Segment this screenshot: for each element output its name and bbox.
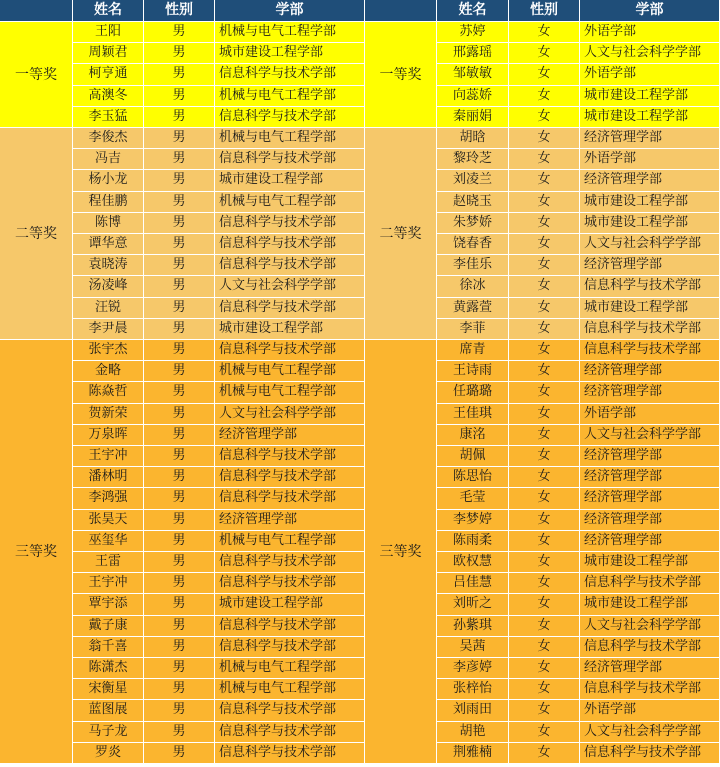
- right-dept-cell: 城市建设工程学部: [580, 298, 720, 319]
- right-gender-cell: 女: [509, 43, 580, 64]
- left-gender-cell: 男: [144, 446, 215, 467]
- right-dept-cell: 信息科学与技术学部: [580, 276, 720, 297]
- right-name-cell: 刘凌兰: [437, 170, 509, 191]
- right-name-cell: 邹敏敏: [437, 64, 509, 85]
- left-gender-cell: 男: [144, 86, 215, 107]
- left-gender-cell: 男: [144, 488, 215, 509]
- left-name-cell: 李鸿强: [73, 488, 144, 509]
- right-name-cell: 邢露瑶: [437, 43, 509, 64]
- right-name-cell: 徐冰: [437, 276, 509, 297]
- left-header-gender: 性别: [144, 0, 215, 22]
- right-gender-cell: 女: [509, 467, 580, 488]
- right-prize-t1: 一等奖: [365, 22, 437, 128]
- left-gender-cell: 男: [144, 594, 215, 615]
- left-gender-cell: 男: [144, 404, 215, 425]
- left-dept-cell: 信息科学与技术学部: [215, 149, 365, 170]
- right-name-cell: 康洺: [437, 425, 509, 446]
- right-dept-cell: 经济管理学部: [580, 170, 720, 191]
- left-name-cell: 高澳冬: [73, 86, 144, 107]
- right-header-name: 姓名: [437, 0, 509, 22]
- left-gender-cell: 男: [144, 658, 215, 679]
- right-name-cell: 席青: [437, 340, 509, 361]
- left-dept-cell: 信息科学与技术学部: [215, 616, 365, 637]
- right-gender-cell: 女: [509, 192, 580, 213]
- right-dept-cell: 城市建设工程学部: [580, 594, 720, 615]
- right-dept-cell: 经济管理学部: [580, 255, 720, 276]
- left-name-cell: 金略: [73, 361, 144, 382]
- right-gender-cell: 女: [509, 276, 580, 297]
- right-gender-cell: 女: [509, 722, 580, 743]
- right-name-cell: 任璐璐: [437, 382, 509, 403]
- left-dept-cell: 机械与电气工程学部: [215, 192, 365, 213]
- left-name-cell: 汪锐: [73, 298, 144, 319]
- right-header-dept: 学部: [580, 0, 720, 22]
- right-dept-cell: 信息科学与技术学部: [580, 319, 720, 340]
- right-gender-cell: 女: [509, 446, 580, 467]
- right-gender-cell: 女: [509, 86, 580, 107]
- left-dept-cell: 信息科学与技术学部: [215, 255, 365, 276]
- left-gender-cell: 男: [144, 213, 215, 234]
- left-gender-cell: 男: [144, 192, 215, 213]
- right-gender-cell: 女: [509, 573, 580, 594]
- left-gender-cell: 男: [144, 170, 215, 191]
- left-header-dept: 学部: [215, 0, 365, 22]
- left-dept-cell: 机械与电气工程学部: [215, 22, 365, 43]
- left-dept-cell: 机械与电气工程学部: [215, 658, 365, 679]
- right-header-prize: [365, 0, 437, 22]
- right-name-cell: 黄露萱: [437, 298, 509, 319]
- right-name-cell: 刘昕之: [437, 594, 509, 615]
- right-gender-cell: 女: [509, 700, 580, 721]
- left-name-cell: 袁晓涛: [73, 255, 144, 276]
- right-dept-cell: 经济管理学部: [580, 531, 720, 552]
- left-name-cell: 万泉晖: [73, 425, 144, 446]
- right-prize-t2: 二等奖: [365, 128, 437, 340]
- left-dept-cell: 信息科学与技术学部: [215, 552, 365, 573]
- left-header-name: 姓名: [73, 0, 144, 22]
- left-gender-cell: 男: [144, 361, 215, 382]
- right-gender-cell: 女: [509, 510, 580, 531]
- right-dept-cell: 城市建设工程学部: [580, 86, 720, 107]
- right-dept-cell: 信息科学与技术学部: [580, 573, 720, 594]
- right-gender-cell: 女: [509, 658, 580, 679]
- left-dept-cell: 机械与电气工程学部: [215, 382, 365, 403]
- right-name-cell: 李梦婷: [437, 510, 509, 531]
- right-header-gender: 性别: [509, 0, 580, 22]
- right-name-cell: 胡佩: [437, 446, 509, 467]
- left-name-cell: 王阳: [73, 22, 144, 43]
- right-name-cell: 荆雅楠: [437, 743, 509, 764]
- right-gender-cell: 女: [509, 594, 580, 615]
- left-name-cell: 陈焱哲: [73, 382, 144, 403]
- left-gender-cell: 男: [144, 679, 215, 700]
- right-dept-cell: 信息科学与技术学部: [580, 637, 720, 658]
- right-gender-cell: 女: [509, 743, 580, 764]
- left-name-cell: 李尹晨: [73, 319, 144, 340]
- right-dept-cell: 信息科学与技术学部: [580, 743, 720, 764]
- left-dept-cell: 信息科学与技术学部: [215, 298, 365, 319]
- right-prize-t3: 三等奖: [365, 340, 437, 764]
- right-dept-cell: 经济管理学部: [580, 510, 720, 531]
- right-gender-cell: 女: [509, 340, 580, 361]
- right-dept-cell: 经济管理学部: [580, 128, 720, 149]
- right-name-cell: 李彦婷: [437, 658, 509, 679]
- right-name-cell: 刘雨田: [437, 700, 509, 721]
- left-dept-cell: 信息科学与技术学部: [215, 637, 365, 658]
- left-gender-cell: 男: [144, 743, 215, 764]
- right-dept-cell: 人文与社会科学学部: [580, 43, 720, 64]
- left-gender-cell: 男: [144, 234, 215, 255]
- left-name-cell: 陈潇杰: [73, 658, 144, 679]
- left-gender-cell: 男: [144, 298, 215, 319]
- left-dept-cell: 信息科学与技术学部: [215, 234, 365, 255]
- left-dept-cell: 信息科学与技术学部: [215, 446, 365, 467]
- left-gender-cell: 男: [144, 276, 215, 297]
- right-dept-cell: 人文与社会科学学部: [580, 425, 720, 446]
- right-name-cell: 秦丽娟: [437, 107, 509, 128]
- right-dept-cell: 城市建设工程学部: [580, 107, 720, 128]
- left-dept-cell: 信息科学与技术学部: [215, 107, 365, 128]
- left-name-cell: 潘林明: [73, 467, 144, 488]
- right-gender-cell: 女: [509, 107, 580, 128]
- left-prize-t2: 二等奖: [0, 128, 73, 340]
- right-dept-cell: 外语学部: [580, 149, 720, 170]
- left-dept-cell: 信息科学与技术学部: [215, 573, 365, 594]
- right-dept-cell: 信息科学与技术学部: [580, 340, 720, 361]
- left-name-cell: 戴子康: [73, 616, 144, 637]
- right-name-cell: 朱梦娇: [437, 213, 509, 234]
- left-dept-cell: 信息科学与技术学部: [215, 340, 365, 361]
- right-gender-cell: 女: [509, 298, 580, 319]
- left-header-prize: [0, 0, 73, 22]
- left-name-cell: 张昊天: [73, 510, 144, 531]
- left-dept-cell: 机械与电气工程学部: [215, 679, 365, 700]
- left-dept-cell: 机械与电气工程学部: [215, 531, 365, 552]
- right-name-cell: 王佳琪: [437, 404, 509, 425]
- left-name-cell: 宋衡星: [73, 679, 144, 700]
- left-name-cell: 汤凌峰: [73, 276, 144, 297]
- right-name-cell: 饶春香: [437, 234, 509, 255]
- right-dept-cell: 经济管理学部: [580, 658, 720, 679]
- left-name-cell: 程佳鹏: [73, 192, 144, 213]
- left-name-cell: 陈博: [73, 213, 144, 234]
- left-gender-cell: 男: [144, 64, 215, 85]
- right-gender-cell: 女: [509, 425, 580, 446]
- left-gender-cell: 男: [144, 22, 215, 43]
- left-prize-t1: 一等奖: [0, 22, 73, 128]
- left-dept-cell: 城市建设工程学部: [215, 319, 365, 340]
- right-name-cell: 陈思怡: [437, 467, 509, 488]
- left-gender-cell: 男: [144, 510, 215, 531]
- left-name-cell: 王雷: [73, 552, 144, 573]
- left-gender-cell: 男: [144, 722, 215, 743]
- left-gender-cell: 男: [144, 128, 215, 149]
- right-gender-cell: 女: [509, 64, 580, 85]
- left-dept-cell: 人文与社会科学学部: [215, 276, 365, 297]
- left-dept-cell: 信息科学与技术学部: [215, 722, 365, 743]
- right-dept-cell: 经济管理学部: [580, 467, 720, 488]
- right-dept-cell: 人文与社会科学学部: [580, 616, 720, 637]
- right-name-cell: 胡晗: [437, 128, 509, 149]
- right-name-cell: 王诗雨: [437, 361, 509, 382]
- right-name-cell: 黎玲芝: [437, 149, 509, 170]
- right-dept-cell: 城市建设工程学部: [580, 213, 720, 234]
- left-name-cell: 柯亨通: [73, 64, 144, 85]
- left-dept-cell: 经济管理学部: [215, 425, 365, 446]
- left-gender-cell: 男: [144, 467, 215, 488]
- left-name-cell: 冯吉: [73, 149, 144, 170]
- right-name-cell: 向蕊娇: [437, 86, 509, 107]
- left-name-cell: 蓝图展: [73, 700, 144, 721]
- right-gender-cell: 女: [509, 404, 580, 425]
- left-prize-t3: 三等奖: [0, 340, 73, 764]
- right-gender-cell: 女: [509, 149, 580, 170]
- left-gender-cell: 男: [144, 700, 215, 721]
- left-name-cell: 罗炎: [73, 743, 144, 764]
- left-dept-cell: 信息科学与技术学部: [215, 213, 365, 234]
- left-name-cell: 覃宇添: [73, 594, 144, 615]
- right-dept-cell: 人文与社会科学学部: [580, 234, 720, 255]
- left-gender-cell: 男: [144, 107, 215, 128]
- left-dept-cell: 城市建设工程学部: [215, 170, 365, 191]
- right-dept-cell: 经济管理学部: [580, 361, 720, 382]
- right-dept-cell: 外语学部: [580, 404, 720, 425]
- left-dept-cell: 机械与电气工程学部: [215, 128, 365, 149]
- left-name-cell: 翁千喜: [73, 637, 144, 658]
- left-dept-cell: 信息科学与技术学部: [215, 700, 365, 721]
- left-gender-cell: 男: [144, 637, 215, 658]
- left-name-cell: 周颖君: [73, 43, 144, 64]
- right-name-cell: 孙紫琪: [437, 616, 509, 637]
- left-name-cell: 谭华意: [73, 234, 144, 255]
- right-name-cell: 李佳乐: [437, 255, 509, 276]
- left-dept-cell: 人文与社会科学学部: [215, 404, 365, 425]
- left-name-cell: 贺新荣: [73, 404, 144, 425]
- left-dept-cell: 城市建设工程学部: [215, 43, 365, 64]
- left-gender-cell: 男: [144, 531, 215, 552]
- right-dept-cell: 城市建设工程学部: [580, 192, 720, 213]
- right-dept-cell: 外语学部: [580, 700, 720, 721]
- left-dept-cell: 机械与电气工程学部: [215, 361, 365, 382]
- right-name-cell: 苏婷: [437, 22, 509, 43]
- right-gender-cell: 女: [509, 234, 580, 255]
- left-name-cell: 杨小龙: [73, 170, 144, 191]
- left-dept-cell: 信息科学与技术学部: [215, 743, 365, 764]
- right-dept-cell: 城市建设工程学部: [580, 552, 720, 573]
- right-name-cell: 胡艳: [437, 722, 509, 743]
- left-gender-cell: 男: [144, 382, 215, 403]
- right-dept-cell: 信息科学与技术学部: [580, 679, 720, 700]
- right-gender-cell: 女: [509, 637, 580, 658]
- left-dept-cell: 经济管理学部: [215, 510, 365, 531]
- right-gender-cell: 女: [509, 128, 580, 149]
- right-gender-cell: 女: [509, 255, 580, 276]
- right-dept-cell: 外语学部: [580, 64, 720, 85]
- left-gender-cell: 男: [144, 340, 215, 361]
- left-gender-cell: 男: [144, 616, 215, 637]
- right-name-cell: 吕佳慧: [437, 573, 509, 594]
- right-gender-cell: 女: [509, 616, 580, 637]
- right-name-cell: 陈雨柔: [437, 531, 509, 552]
- right-dept-cell: 外语学部: [580, 22, 720, 43]
- right-name-cell: 毛莹: [437, 488, 509, 509]
- left-name-cell: 李俊杰: [73, 128, 144, 149]
- right-name-cell: 赵晓玉: [437, 192, 509, 213]
- right-gender-cell: 女: [509, 319, 580, 340]
- right-gender-cell: 女: [509, 531, 580, 552]
- left-gender-cell: 男: [144, 573, 215, 594]
- left-name-cell: 李玉猛: [73, 107, 144, 128]
- right-gender-cell: 女: [509, 679, 580, 700]
- left-gender-cell: 男: [144, 552, 215, 573]
- left-name-cell: 王宇冲: [73, 446, 144, 467]
- right-name-cell: 欧权慧: [437, 552, 509, 573]
- right-gender-cell: 女: [509, 488, 580, 509]
- left-dept-cell: 机械与电气工程学部: [215, 86, 365, 107]
- right-dept-cell: 人文与社会科学学部: [580, 722, 720, 743]
- right-gender-cell: 女: [509, 361, 580, 382]
- left-gender-cell: 男: [144, 43, 215, 64]
- left-name-cell: 马子龙: [73, 722, 144, 743]
- right-dept-cell: 经济管理学部: [580, 382, 720, 403]
- left-gender-cell: 男: [144, 255, 215, 276]
- left-gender-cell: 男: [144, 425, 215, 446]
- right-name-cell: 吴茜: [437, 637, 509, 658]
- left-name-cell: 张宇杰: [73, 340, 144, 361]
- right-gender-cell: 女: [509, 213, 580, 234]
- right-dept-cell: 经济管理学部: [580, 446, 720, 467]
- right-name-cell: 李菲: [437, 319, 509, 340]
- left-gender-cell: 男: [144, 149, 215, 170]
- right-gender-cell: 女: [509, 552, 580, 573]
- right-name-cell: 张梓怡: [437, 679, 509, 700]
- right-gender-cell: 女: [509, 22, 580, 43]
- left-name-cell: 巫玺华: [73, 531, 144, 552]
- left-name-cell: 王宇冲: [73, 573, 144, 594]
- left-dept-cell: 信息科学与技术学部: [215, 488, 365, 509]
- right-gender-cell: 女: [509, 382, 580, 403]
- right-gender-cell: 女: [509, 170, 580, 191]
- left-gender-cell: 男: [144, 319, 215, 340]
- left-dept-cell: 信息科学与技术学部: [215, 64, 365, 85]
- left-dept-cell: 信息科学与技术学部: [215, 467, 365, 488]
- right-dept-cell: 经济管理学部: [580, 488, 720, 509]
- left-dept-cell: 城市建设工程学部: [215, 594, 365, 615]
